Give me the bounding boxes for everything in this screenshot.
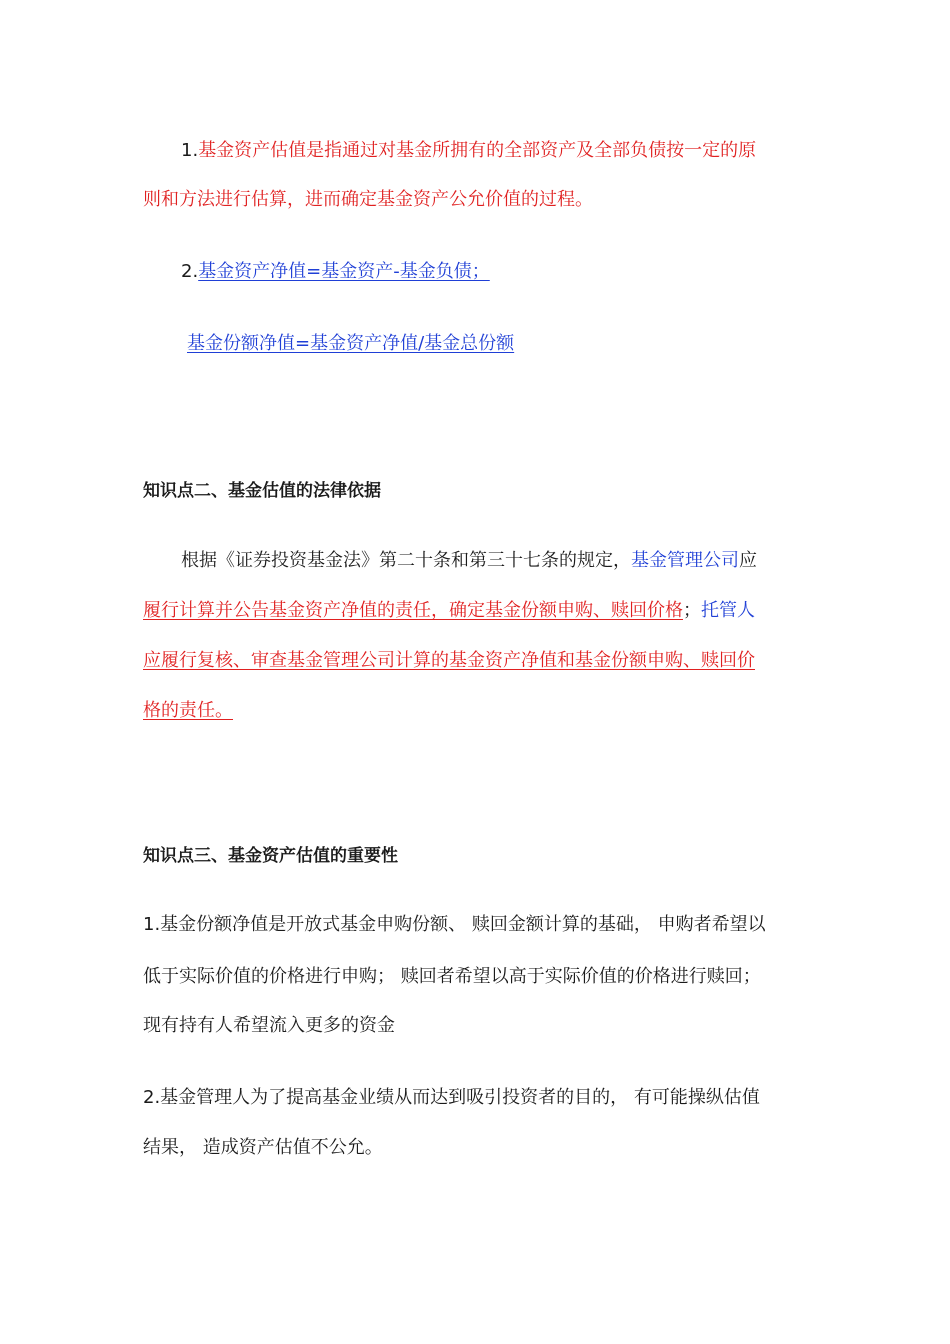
item1-line1: [181, 138, 756, 164]
custodian-duty-line2: 格的责任。: [143, 700, 233, 721]
section2-line1: [181, 548, 757, 574]
importance-p1-line2: 低于实际价值的价格进行申购； 赎回者希望以高于实际价值的价格进行赎回；: [143, 966, 761, 987]
item1-definition: 基金资产估值是指通过对基金所拥有的全部资产及全部负债按一定的原: [198, 140, 757, 161]
legal-basis-text: 根据《证券投资基金法》第二十条和第三十七条的规定，: [181, 550, 631, 571]
item2-number: 2.: [181, 261, 199, 282]
importance-p1-line1: 1.基金份额净值是开放式基金申购份额、 赎回金额计算的基础， 申购者希望以: [143, 914, 766, 935]
item1-number: 1.: [181, 140, 199, 161]
net-asset-value-formula: 基金资产净值=基金资产-基金负债；: [198, 261, 490, 282]
item2-line: [181, 259, 490, 285]
importance-p2-line1: 2.基金管理人为了提高基金业绩从而达到吸引投资者的目的， 有可能操纵估值: [143, 1087, 760, 1108]
section3-heading: 知识点三、基金资产估值的重要性: [143, 846, 398, 866]
importance-p1-line3: 现有持有人希望流入更多的资金: [143, 1015, 395, 1036]
item1-line2: 则和方法进行估算，进而确定基金资产公允价值的过程。: [143, 189, 593, 210]
unit-nav-formula: 基金份额净值=基金资产净值/基金总份额: [187, 333, 515, 354]
section2-heading: 知识点二、基金估值的法律依据: [143, 481, 381, 501]
should-text: 应: [739, 550, 757, 571]
custodian-duty-line1: 应履行复核、审查基金管理公司计算的基金资产净值和基金份额申购、赎回价: [143, 650, 755, 671]
section2-line2: [143, 598, 755, 624]
manager-duty-text: 履行计算并公告基金资产净值的责任，确定基金份额申购、赎回价格: [143, 600, 683, 621]
semicolon: ；: [683, 600, 701, 621]
importance-p2-line2: 结果， 造成资产估值不公允。: [143, 1137, 383, 1158]
custodian-term: 托管人: [701, 600, 755, 621]
fund-manager-term: 基金管理公司: [631, 550, 739, 571]
